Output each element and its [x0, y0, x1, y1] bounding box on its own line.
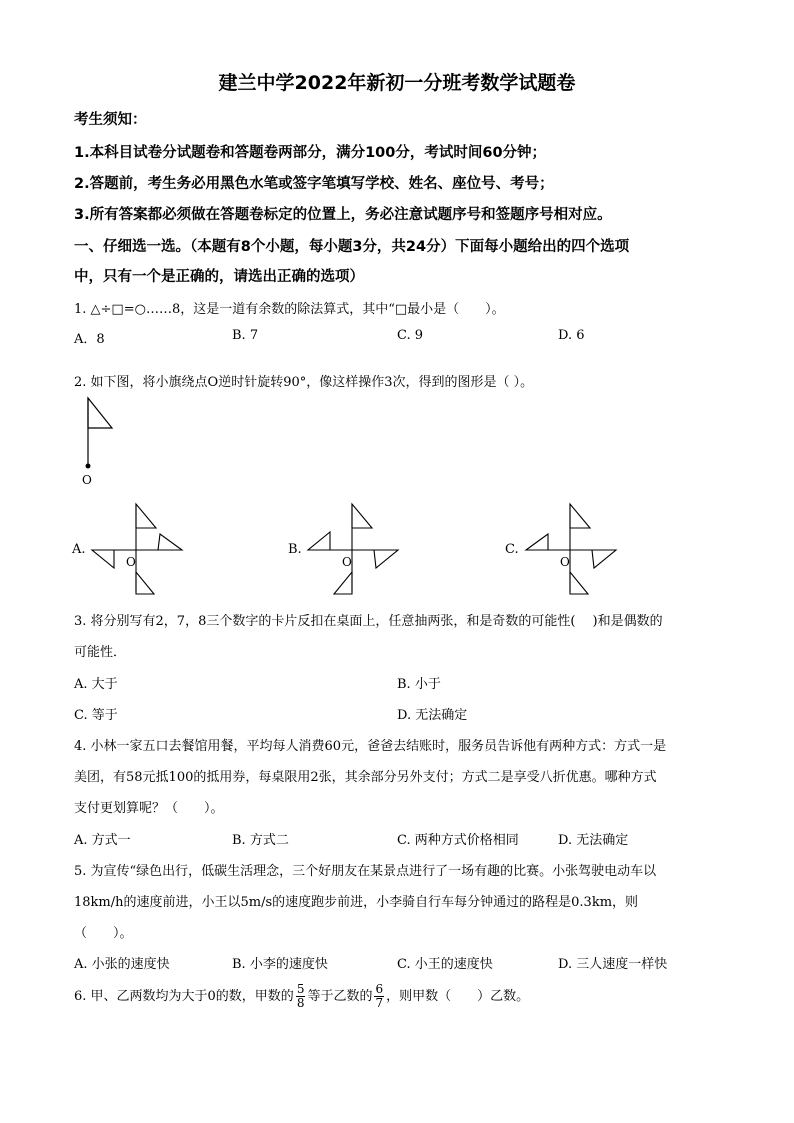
q4-option-c: C. 两种方式价格相同: [397, 833, 519, 848]
q4-stem-line1: 4. 小林一家五口去餐馆用餐，平均每人消费60元，爸爸去结账时，服务员告诉他有两种方式：方式一是: [74, 739, 667, 754]
q5-stem-line1: 5. 为宣传“绿色出行，低碳生活理念，三个好朋友在某景点进行了一场有趣的比赛。小张驾驶电动车以: [74, 864, 657, 879]
q5-option-c: C. 小王的速度快: [397, 957, 493, 972]
q6-stem: [74, 980, 529, 1014]
flag-figure: [70, 392, 130, 488]
q2-option-c-figure: [522, 500, 622, 596]
q3-option-b: B. 小于: [397, 677, 441, 692]
q2-option-a-figure: [88, 500, 188, 596]
q2-stem: 2. 如下图，将小旗绕点O逆时针旋转90°，像这样操作3次，得到的图形是（ ）。: [74, 375, 534, 390]
section1-heading-line2: 中，只有一个是正确的，请选出正确的选项）: [74, 269, 364, 285]
q1-option-a: A．8: [74, 332, 105, 347]
q2-option-b-label: B.: [288, 542, 302, 557]
q4-option-a: A. 方式一: [74, 833, 131, 848]
notice-item-2: 2.答题前，考生务必用黑色水笔或签字笔填写学校、姓名、座位号、考号；: [74, 176, 554, 192]
flag-triangle: [88, 398, 112, 428]
q6-fraction-1: $\frac{5}{8}$: [296, 982, 305, 1010]
q5-option-b: B. 小李的速度快: [232, 957, 328, 972]
q6-part2: 等于乙数的: [307, 989, 373, 1004]
q3-option-c: C. 等于: [74, 708, 118, 723]
q2-option-b-figure: [304, 500, 404, 596]
q2-option-a-label: A.: [72, 542, 86, 557]
notice-heading: 考生须知：: [74, 112, 147, 128]
q4-option-d: D. 无法确定: [558, 833, 629, 848]
notice-item-3: 3.所有答案都必须做在答题卷标定的位置上，务必注意试题序号和签题序号相对应。: [74, 207, 612, 223]
q6-fraction-2: $\frac{6}{7}$: [375, 982, 384, 1010]
page-title: 建兰中学2022年新初一分班考数学试题卷: [218, 72, 576, 94]
q3-option-d: D. 无法确定: [397, 708, 468, 723]
q3-stem-line2: 可能性．: [74, 645, 127, 660]
svg-text:O: O: [342, 555, 352, 569]
q4-option-b: B. 方式二: [232, 833, 289, 848]
notice-item-1: 1.本科目试卷分试题卷和答题卷两部分，满分100分，考试时间60分钟；: [74, 145, 547, 161]
q5-stem-line2: 18km/h的速度前进，小王以5m/s的速度跑步前进，小李骑自行车每分钟通过的路程是0.3km，则: [74, 895, 639, 910]
q1-stem: 1. △÷□=○……8，这是一道有余数的除法算式，其中“□最小是（ ）。: [74, 302, 505, 317]
q1-option-b: B. 7: [232, 328, 259, 343]
q1-option-d: D. 6: [558, 328, 585, 343]
q3-stem-line1: 3. 将分别写有2，7，8三个数字的卡片反扣在桌面上，任意抽两张，和是奇数的可能性( )和是偶数的: [74, 614, 663, 629]
q3-option-a: A. 大于: [74, 677, 118, 692]
q1-option-c: C. 9: [397, 328, 424, 343]
q2-option-c-label: C.: [505, 542, 519, 557]
rotation-point: [86, 464, 91, 469]
q5-stem-line3: （ ）。: [74, 926, 133, 941]
q4-stem-line3: 支付更划算呢？（ ）。: [74, 801, 224, 816]
point-o-label: O: [82, 473, 92, 487]
q6-part3: ，则甲数（ ）乙数。: [386, 989, 530, 1004]
q5-option-d: D. 三人速度一样快: [558, 957, 668, 972]
svg-text:O: O: [560, 555, 570, 569]
q4-stem-line2: 美团，有58元抵100的抵用券，每桌限用2张，其余部分另外支付；方式二是享受八折优惠。哪种方式: [74, 770, 657, 785]
section1-heading-line1: 一、仔细选一选。（本题有8个小题，每小题3分，共24分）下面每小题给出的四个选项: [74, 239, 630, 255]
q6-part1: 6. 甲、乙两数均为大于0的数，甲数的: [74, 989, 294, 1004]
q5-option-a: A. 小张的速度快: [74, 957, 170, 972]
svg-text:O: O: [126, 555, 136, 569]
